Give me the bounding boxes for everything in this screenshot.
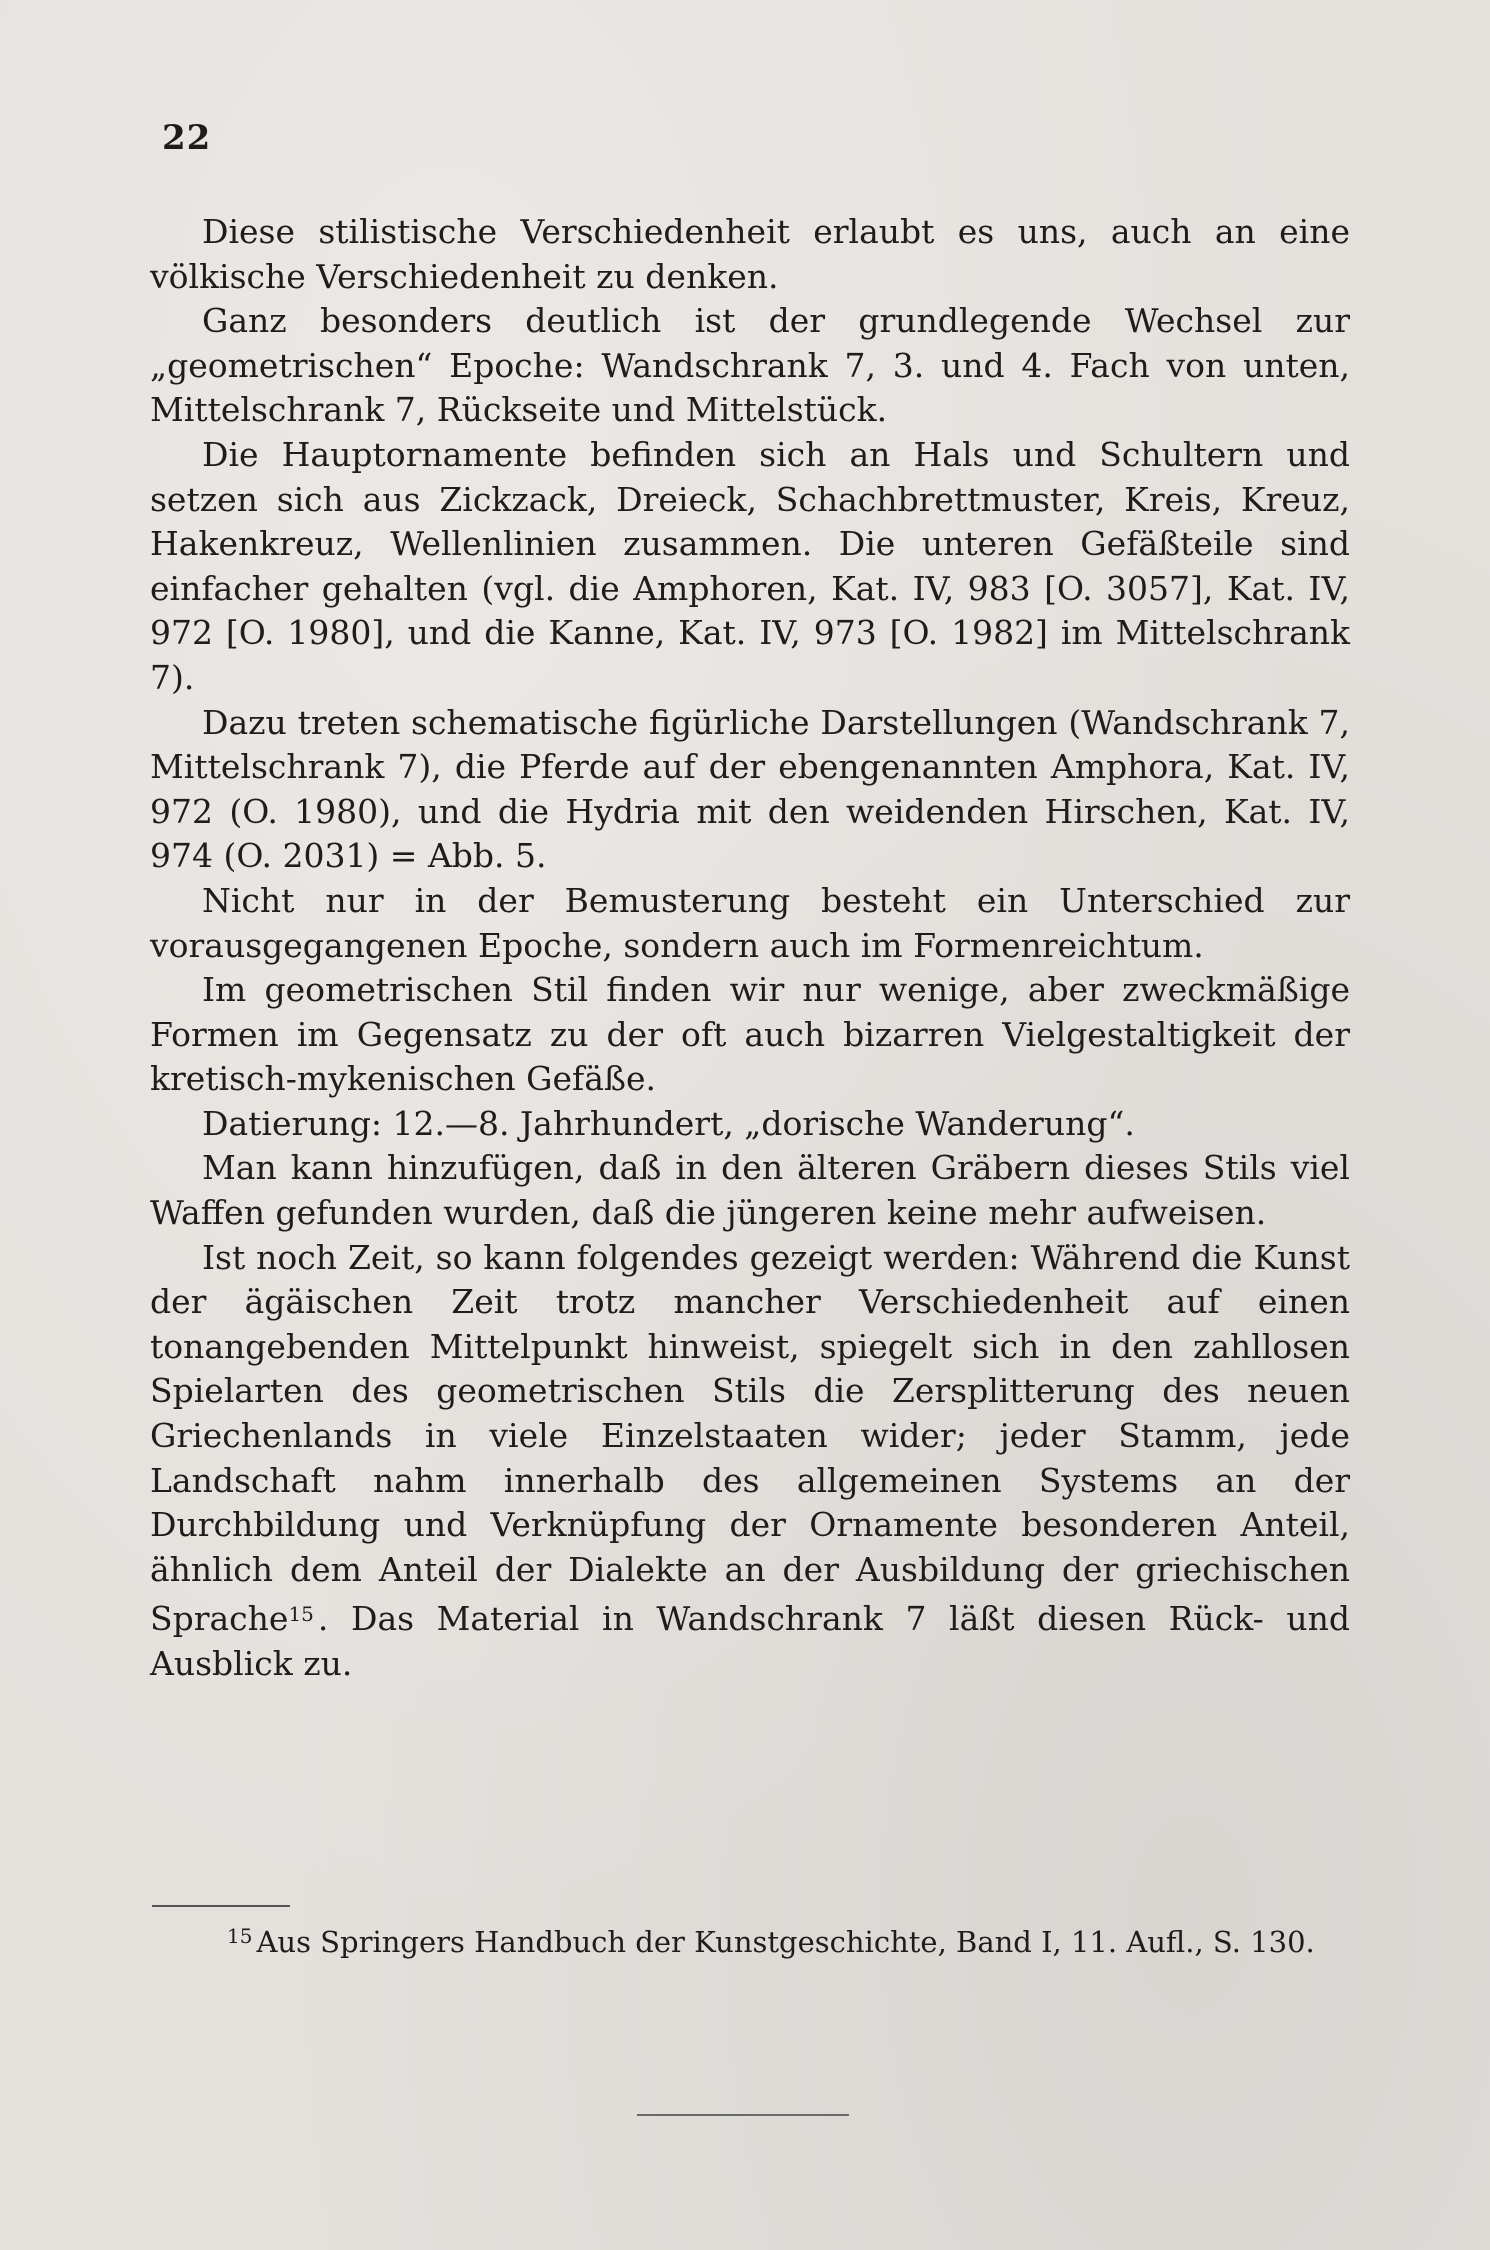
footnote-text: Aus Springers Handbuch der Kunstgeschichte, Band I, 11. Aufl., S. 130. (256, 1925, 1315, 1959)
paragraph: Diese stilistische Verschiedenheit erlaubt es uns, auch an eine völkische Verschiedenheit zu denken. (150, 212, 1350, 296)
bottom-rule (637, 2114, 849, 2116)
paragraph: Datierung: 12.—8. Jahrhundert, „dorische Wanderung“. (202, 1103, 1135, 1143)
paragraph: Man kann hinzufügen, daß in den älteren Gräbern dieses Stils viel Waffen gefunden wurden, daß die jüngeren keine mehr aufweisen. (150, 1148, 1350, 1233)
paragraph: Nicht nur in der Bemusterung besteht ein Unterschied zur vorausgegangenen Epoche, sondern auch im Formenreichtum. (150, 880, 1350, 965)
paragraph-text: Ist noch Zeit, so kann folgendes gezeigt werden: Während die Kunst der ägäischen Zeit trotz mancher Verschiedenheit auf einen tonangebenden Mittelpunkt hinweist, spiegelt sich in den zahllosen Spielarten des geometrischen Stils die Zersplitterung des neuen Griechenlands in viele Einzelstaaten wider; jeder Stamm, jede Landschaft nahm innerhalb des allgemeinen Systems an der Durchbildung und Verknüpfung der Ornamente besonderen Anteil, ähnlich dem Anteil der Dialekte an der Ausbildung der griechischen Sprache (150, 1237, 1350, 1639)
footnote-reference: 15 (288, 1602, 314, 1627)
footnote-separator (152, 1905, 290, 1907)
footnotes (150, 1916, 1350, 1963)
paragraph-text: Das Material in Wandschrank 7 läßt diesen Rück- und Ausblick zu. (150, 1599, 1351, 1683)
paragraph: Ist noch Zeit, so kann folgendes gezeigt werden: Während die Kunst der ägäischen Zeit trotz mancher Verschiedenheit auf einen tonangebenden Mittelpunkt hinweist, spiegelt sich in den zahllosen Spielarten des geometrischen Stils die Zersplitterung des neuen Griechenlands in viele Einzelstaaten wider; jeder Stamm, jede Landschaft nahm innerhalb des allgemeinen Systems an der Durchbildung und Verknüpfung der Ornamente besonderen Anteil, ähnlich dem Anteil der Dialekte an der Ausbildung der griechischen Sprache$^{15}$ . Das Material in Wandschrank 7 läßt diesen Rück- und Ausblick zu. (150, 1237, 1351, 1683)
body-text (150, 210, 1350, 1687)
footnote (150, 1916, 1350, 1963)
paragraph: Im geometrischen Stil finden wir nur wenige, aber zweckmäßige Formen im Gegensatz zu der oft auch bizarren Vielgestaltigkeit der kretisch-mykenischen Gefäße. (150, 970, 1350, 1099)
paragraph: Die Hauptornamente befinden sich an Hals und Schultern und setzen sich aus Zickzack, Dreieck, Schachbrettmuster, Kreis, Kreuz, Hakenkreuz, Wellenlinien zusammen. Die unteren Gefäßteile sind einfacher gehalten (vgl. die Amphoren, Kat. IV, 983 [O. 3057], Kat. IV, 972 [O. 1980], und die Kanne, Kat. IV, 973 [O. 1982] im Mittelschrank 7). (150, 434, 1350, 697)
paragraph: Ganz besonders deutlich ist der grundlegende Wechsel zur „geometrischen“ Epoche: Wandschrank 7, 3. und 4. Fach von unten, Mittelschrank 7, Rückseite und Mittelstück. (150, 301, 1350, 430)
footnote-mark: 15 (227, 1924, 253, 1948)
paragraph: Dazu treten schematische figürliche Darstellungen (Wandschrank 7, Mittelschrank 7), die Pferde auf der ebengenannten Amphora, Kat. IV, 972 (O. 1980), und die Hydria mit den weidenden Hirschen, Kat. IV, 974 (O. 2031) = Abb. 5. (150, 702, 1350, 876)
page-number: 22 (162, 118, 212, 158)
